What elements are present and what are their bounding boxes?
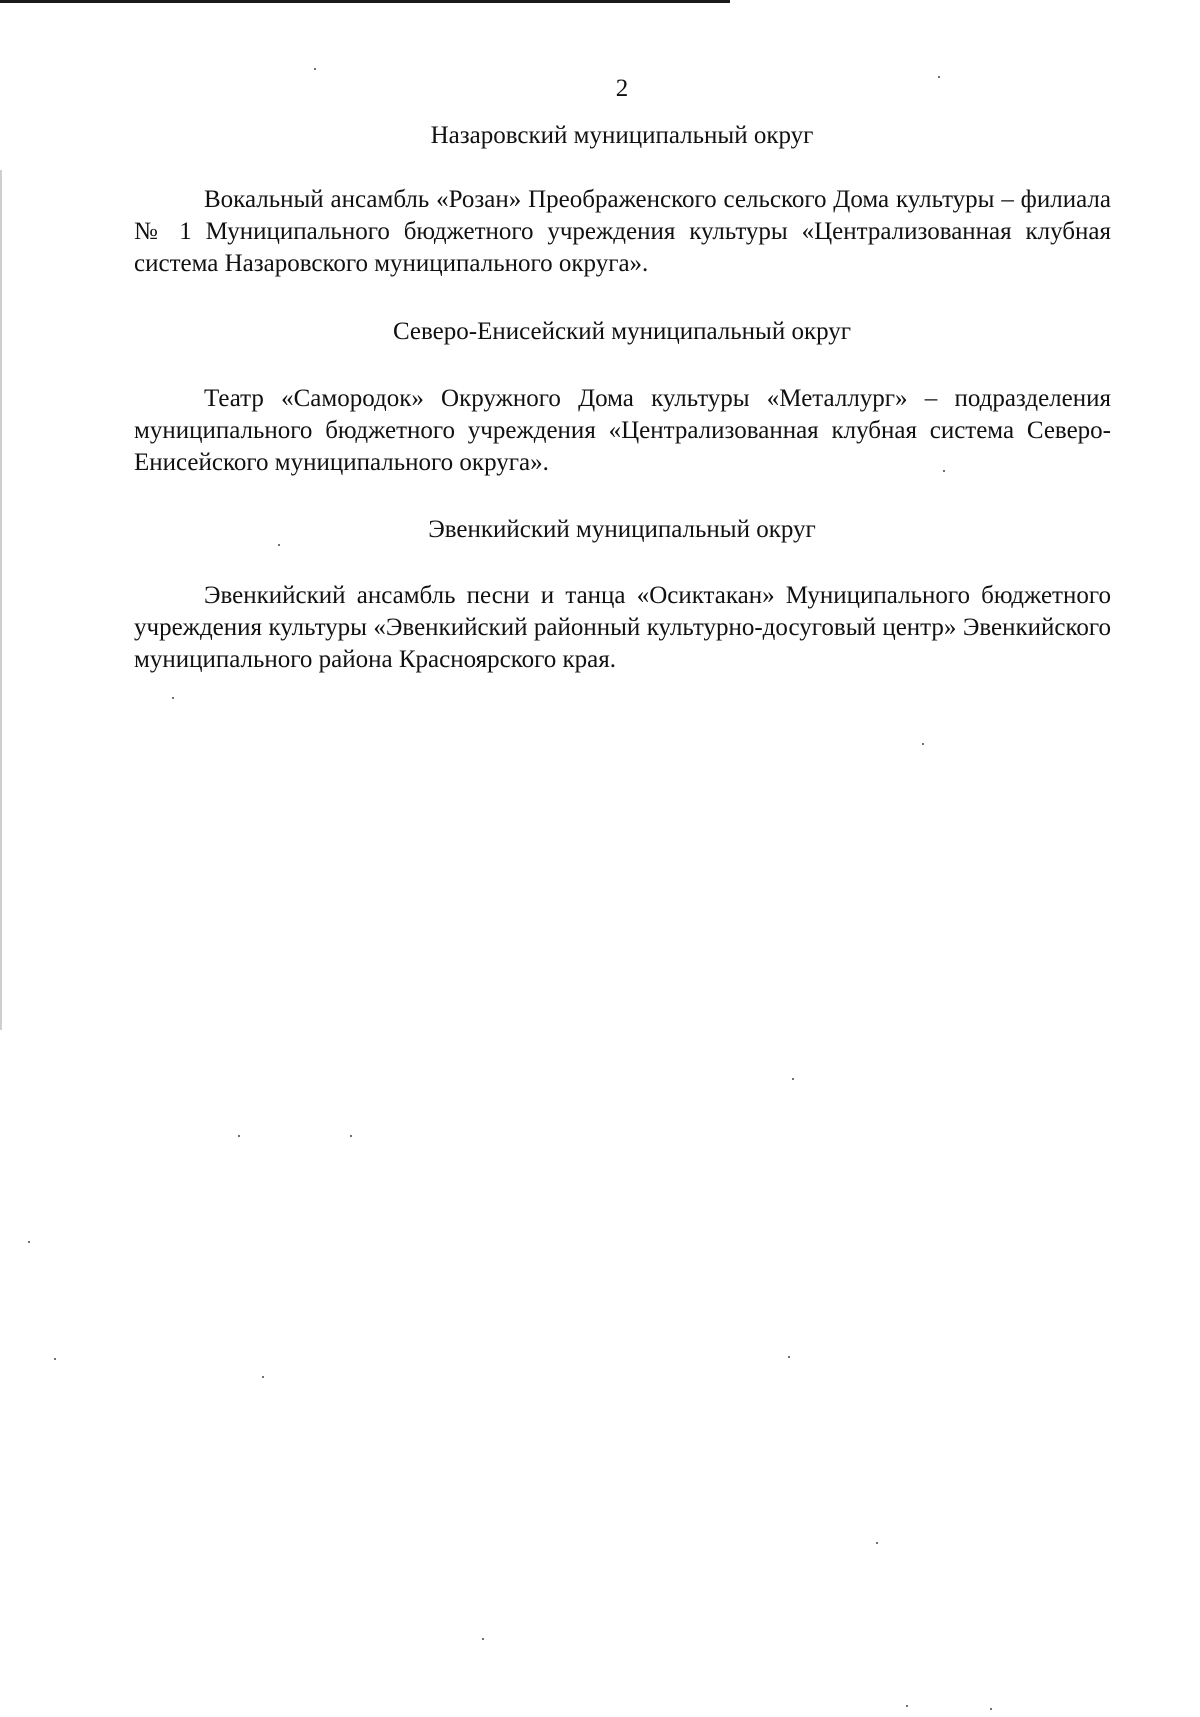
- section-heading-nazarovsky: Назаровский муниципальный округ: [430, 122, 814, 149]
- scan-speck: [788, 1356, 790, 1358]
- section-paragraph-evenkiysky: Эвенкийский ансамбль песни и танца «Осиктакан» Муниципального бюджетного учреждения культуры «Эвенкийский районный культурно-досуговый центр» Эвенкийского муниципального района Красноярского края.: [134, 582, 1111, 673]
- scan-speck: [482, 1638, 484, 1640]
- scan-speck: [314, 68, 316, 70]
- scan-speck: [262, 1376, 264, 1378]
- scan-speck: [238, 1135, 240, 1137]
- scan-speck: [54, 1358, 56, 1360]
- page-number: 2: [615, 75, 629, 102]
- scan-speck: [990, 1708, 992, 1710]
- scan-speck: [876, 1542, 878, 1544]
- section-paragraph-severo-eniseisky: Театр «Самородок» Окружного Дома культуры «Металлург» – подразделения муниципального бюджетного учреждения «Централизованная клубная система Северо-Енисейского муниципального округа».: [134, 385, 1111, 476]
- scan-speck: [906, 1705, 908, 1707]
- section-paragraph-nazarovsky: Вокальный ансамбль «Розан» Преображенского сельского Дома культуры – филиала № 1 Муниципального бюджетного учреждения культуры «Централизованная клубная система Назаровского муниципального округа».: [134, 186, 1111, 277]
- scan-edge-top: [0, 0, 730, 3]
- scan-speck: [28, 1241, 30, 1243]
- section-heading-evenkiysky: Эвенкийский муниципальный округ: [428, 516, 816, 543]
- scan-speck: [350, 1135, 352, 1137]
- scan-speck: [792, 1078, 794, 1080]
- scan-speck: [922, 743, 924, 745]
- scan-speck: [172, 697, 174, 699]
- section-heading-severo-eniseisky: Северо-Енисейский муниципальный округ: [392, 318, 852, 345]
- scan-edge-left: [0, 170, 2, 1030]
